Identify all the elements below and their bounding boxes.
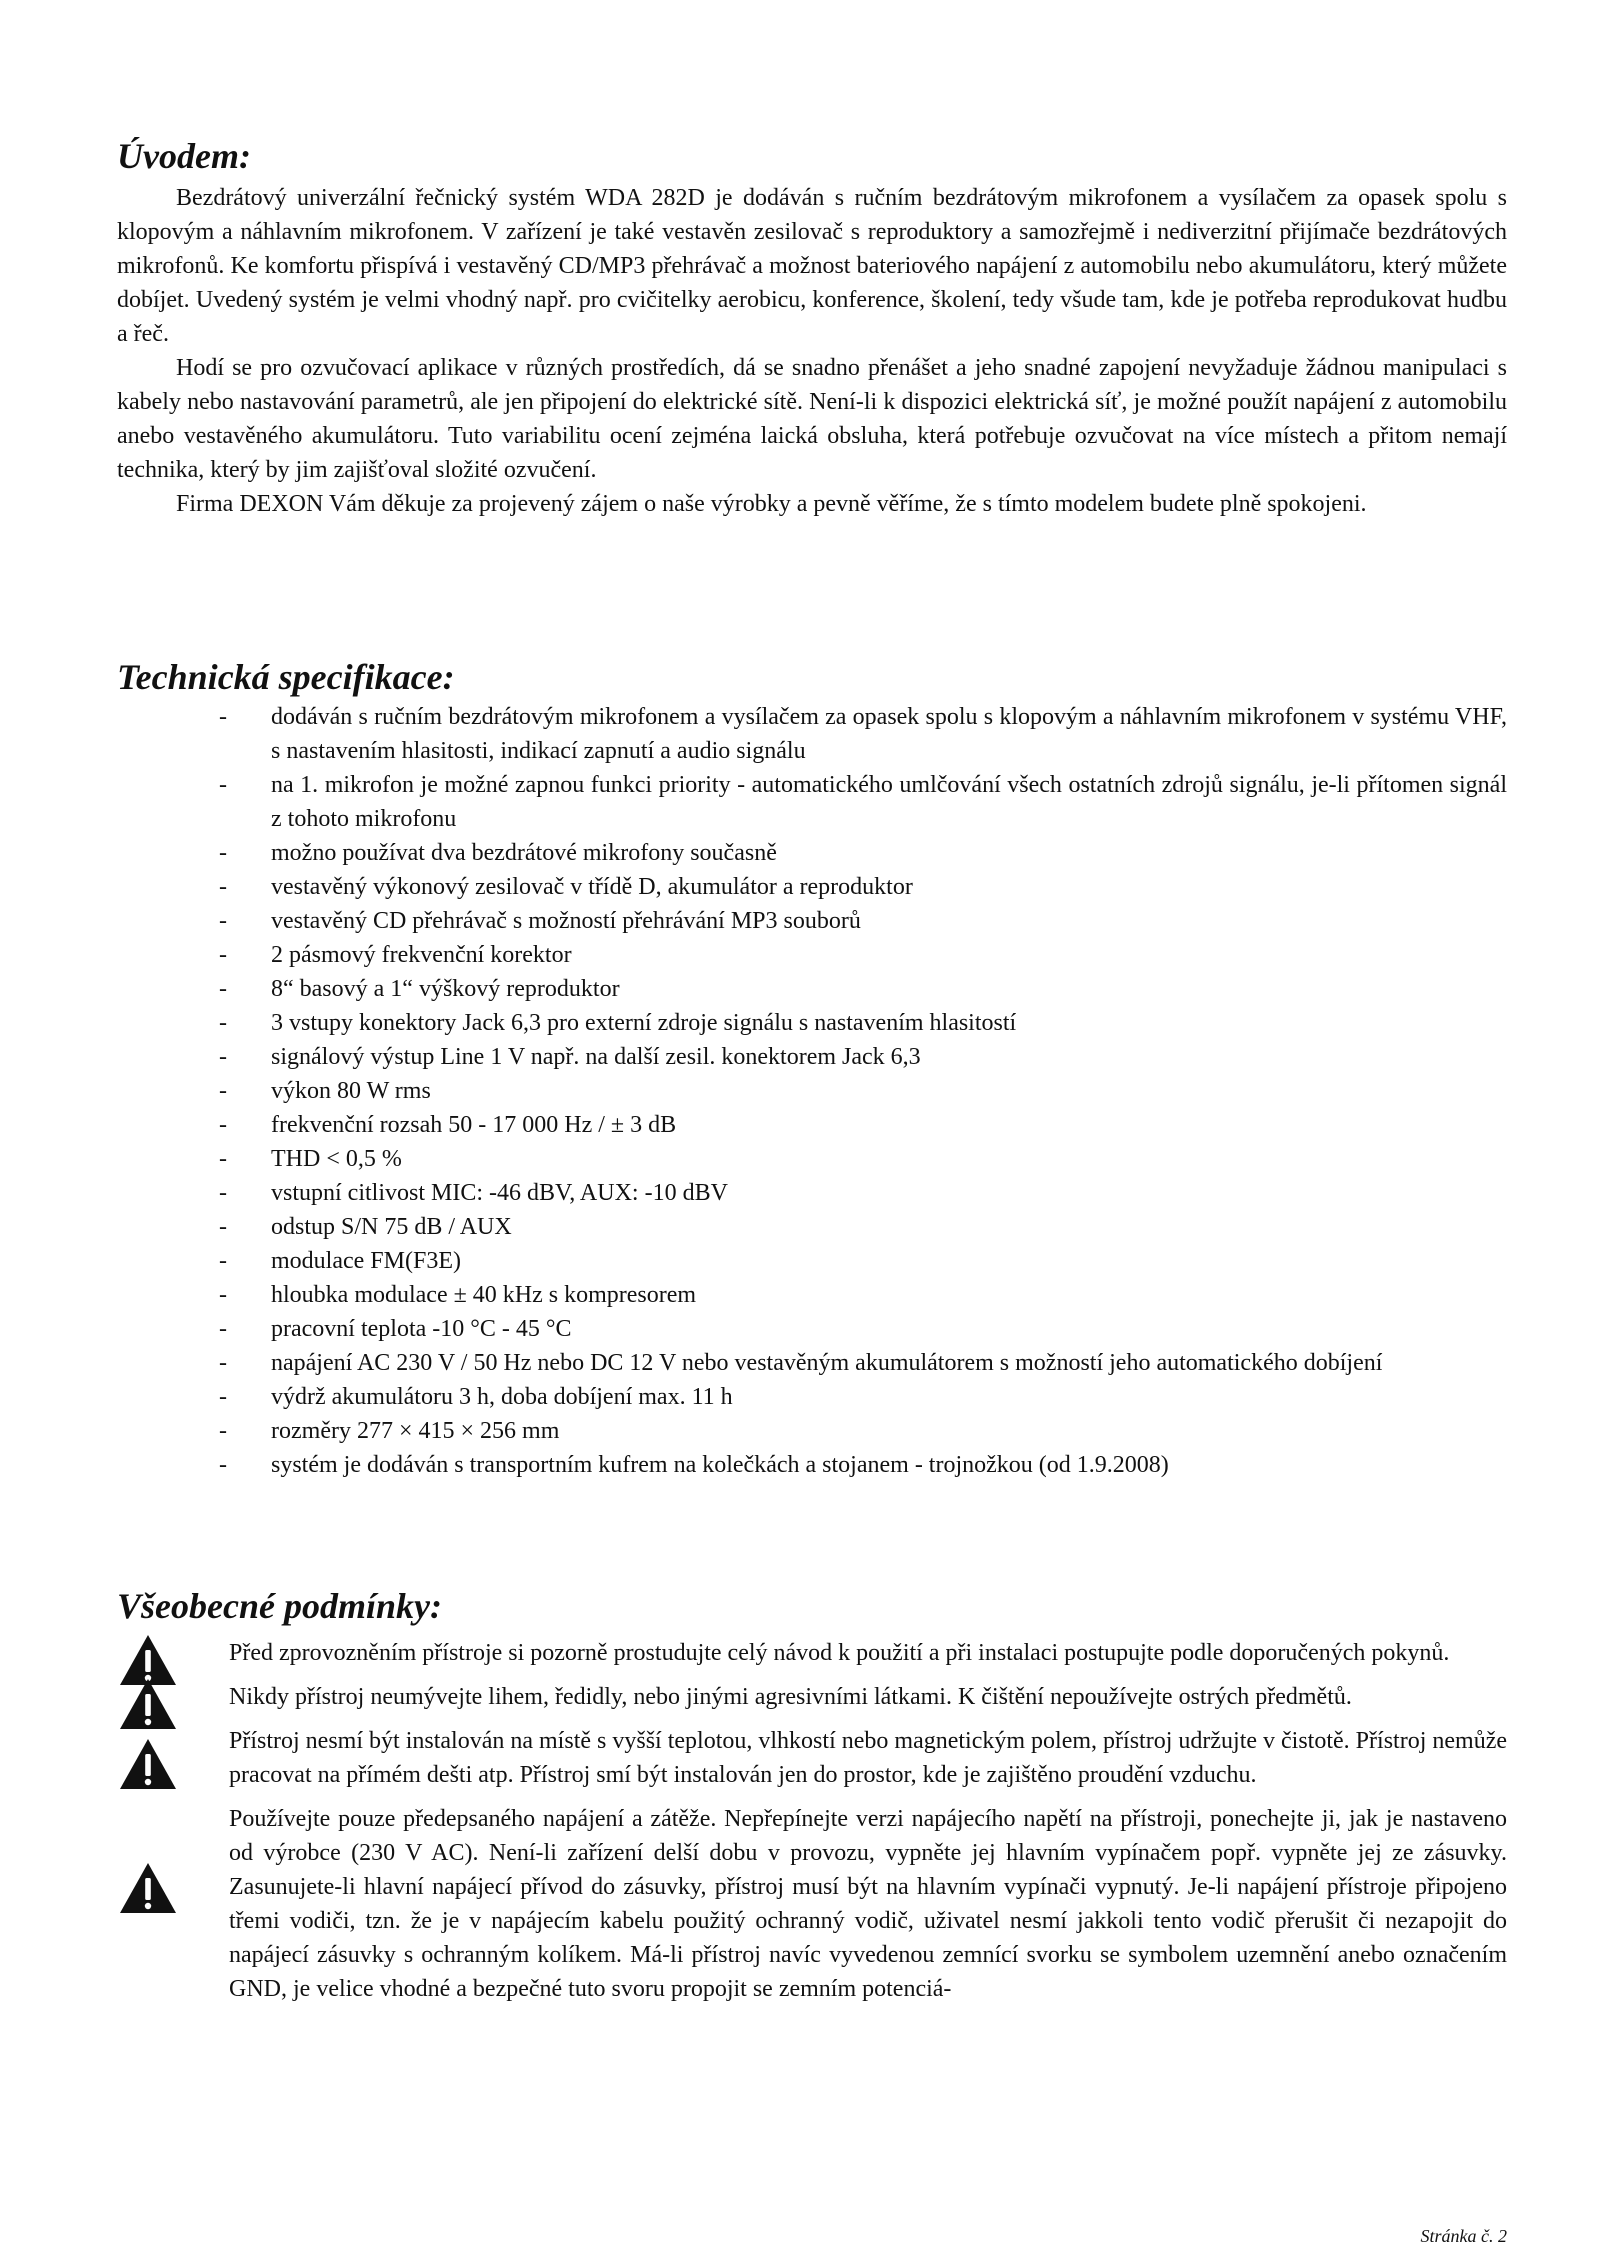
warning-text: Přístroj nesmí být instalován na místě s vyšší teplotou, vlhkostí nebo magnetickým polem, přístroj udržujte v čistotě. Přístroj nemůže pracovat na přímém dešti atp. Přístroj smí být instalován jen do prostor, kde je zajištěno proudění vzduchu. (229, 1728, 1507, 1788)
spec-list-item (219, 836, 1507, 870)
list-dash: - (219, 704, 227, 730)
spec-list-item (219, 972, 1507, 1006)
spec-list-item (219, 938, 1507, 972)
list-dash: - (219, 772, 227, 798)
spec-item-text: THD < 0,5 % (271, 1146, 402, 1172)
spec-list-item (219, 1176, 1507, 1210)
spec-item-text: signálový výstup Line 1 V např. na další zesil. konektorem Jack 6,3 (271, 1044, 921, 1070)
section-heading-spec: Technická specifikace: (117, 657, 455, 697)
spec-list-item (219, 1108, 1507, 1142)
list-dash: - (219, 1112, 227, 1138)
page-number: Stránka č. 2 (1420, 2226, 1507, 2246)
warning-text: Před zprovozněním přístroje si pozorně prostudujte celý návod k použití a při instalaci postupujte podle doporučených pokynů. (229, 1640, 1450, 1666)
spec-item-text: modulace FM(F3E) (271, 1248, 461, 1274)
spec-item-text: odstup S/N 75 dB / AUX (271, 1214, 512, 1240)
list-dash: - (219, 1452, 227, 1478)
list-dash: - (219, 1248, 227, 1274)
warnings-list (117, 1636, 1507, 2016)
spec-item-text: vestavěný výkonový zesilovač v třídě D, akumulátor a reproduktor (271, 874, 913, 900)
list-dash: - (219, 942, 227, 968)
list-dash: - (219, 1384, 227, 1410)
list-dash: - (219, 1350, 227, 1376)
warning-triangle-icon (119, 1678, 177, 1730)
intro-text (117, 181, 1507, 521)
spec-item-text: na 1. mikrofon je možné zapnou funkci priority - automatického umlčování všech ostatních zdrojů signálu, je-li přítomen signál z tohoto mikrofonu (271, 772, 1507, 832)
spec-list-item (219, 1040, 1507, 1074)
spec-item-text: systém je dodáván s transportním kufrem na kolečkách a stojanem - trojnožkou (od 1.9.2008) (271, 1452, 1169, 1478)
section-heading-general: Všeobecné podmínky: (117, 1586, 442, 1626)
spec-list (219, 700, 1507, 1482)
warning-text: Používejte pouze předepsaného napájení a zátěže. Nepřepínejte verzi napájecího napětí na přístroji, ponechejte ji, jak je nastaveno od výrobce (230 V AC). Není-li zařízení delší dobu v provozu, vypněte jej hlavním vypínačem popř. vypněte jej ze zásuvky. Zasunujete-li hlavní napájecí přívod do zásuvky, přístroj musí být na hlavním vypínači vypnutý. Je-li napájení přístroje připojeno třemi vodiči, tzn. že je v napájecím kabelu použitý ochranný vodič, uživatel nesmí jakkoli tento vodič přerušit či nezapojit do napájecí zásuvky s ochranným kolíkem. Má-li přístroj navíc vyvedenou zemnící svorku se symbolem uzemnění anebo označením GND, je velice vhodné a bezpečné tuto svoru propojit se zemním potenciá- (229, 1806, 1507, 2002)
spec-list-item (219, 1448, 1507, 1482)
document-page (117, 0, 1507, 2264)
list-dash: - (219, 874, 227, 900)
list-dash: - (219, 840, 227, 866)
spec-list-item (219, 1006, 1507, 1040)
spec-item-text: pracovní teplota -10 °C - 45 °C (271, 1316, 572, 1342)
warning-triangle-icon (119, 1862, 177, 1914)
spec-list-item (219, 768, 1507, 836)
warning-text: Nikdy přístroj neumývejte lihem, ředidly, nebo jinými agresivními látkami. K čištění nepoužívejte ostrých předmětů. (229, 1684, 1352, 1710)
intro-paragraph: Hodí se pro ozvučovací aplikace v různých prostředích, dá se snadno přenášet a jeho snadné zapojení nevyžaduje žádnou manipulaci s kabely nebo nastavování parametrů, ale jen připojení do elektrické sítě. Není-li k dispozici elektrická síť, je možné použít napájení z automobilu anebo vestavěného akumulátoru. Tuto variabilitu ocení zejména laická obsluha, která potřebuje ozvučovat na více místech a přitom nemají technika, který by jim zajišťoval složité ozvučení. (117, 355, 1507, 483)
spec-list-item (219, 700, 1507, 768)
spec-item-text: výkon 80 W rms (271, 1078, 431, 1104)
list-dash: - (219, 1180, 227, 1206)
list-dash: - (219, 1010, 227, 1036)
list-dash: - (219, 1146, 227, 1172)
spec-item-text: dodáván s ručním bezdrátovým mikrofonem a vysílačem za opasek spolu s klopovým a náhlavním mikrofonem v systému VHF, s nastavením hlasitosti, indikací zapnutí a audio signálu (271, 704, 1507, 764)
spec-item-text: frekvenční rozsah 50 - 17 000 Hz / ± 3 dB (271, 1112, 677, 1138)
list-dash: - (219, 1282, 227, 1308)
intro-paragraph: Bezdrátový univerzální řečnický systém WDA 282D je dodáván s ručním bezdrátovým mikrofonem a vysílačem za opasek spolu s klopovým a náhlavním mikrofonem. V zařízení je také vestavěn zesilovač s reproduktory a samozřejmě i nediverzitní přijímače bezdrátových mikrofonů. Ke komfortu přispívá i vestavěný CD/MP3 přehrávač a možnost bateriového napájení z automobilu nebo akumulátoru, který můžete dobíjet. Uvedený systém je velmi vhodný např. pro cvičitelky aerobicu, konference, školení, tedy všude tam, kde je potřeba reprodukovat hudbu a řeč. (117, 185, 1507, 347)
spec-list-item (219, 1380, 1507, 1414)
intro-paragraph: Firma DEXON Vám děkuje za projevený zájem o naše výrobky a pevně věříme, že s tímto modelem budete plně spokojeni. (176, 491, 1367, 517)
spec-item-text: možno používat dva bezdrátové mikrofony současně (271, 840, 777, 866)
spec-list-item (219, 1074, 1507, 1108)
warning-item (117, 1680, 1507, 1714)
spec-list-item (219, 904, 1507, 938)
warning-item (117, 1724, 1507, 1792)
spec-list-item (219, 1312, 1507, 1346)
section-heading-intro: Úvodem: (117, 136, 251, 176)
spec-item-text: rozměry 277 × 415 × 256 mm (271, 1418, 560, 1444)
spec-list-item (219, 1346, 1507, 1380)
list-dash: - (219, 1316, 227, 1342)
list-dash: - (219, 1214, 227, 1240)
list-dash: - (219, 1078, 227, 1104)
warning-triangle-icon (119, 1738, 177, 1790)
spec-item-text: vstupní citlivost MIC: -46 dBV, AUX: -10 dBV (271, 1180, 728, 1206)
spec-list-item (219, 1142, 1507, 1176)
warning-item (117, 1636, 1507, 1670)
list-dash: - (219, 1044, 227, 1070)
spec-list-item (219, 1210, 1507, 1244)
spec-list-item (219, 1414, 1507, 1448)
spec-list-item (219, 1278, 1507, 1312)
spec-item-text: 8“ basový a 1“ výškový reproduktor (271, 976, 620, 1002)
spec-list-item (219, 870, 1507, 904)
spec-list-item (219, 1244, 1507, 1278)
spec-item-text: 2 pásmový frekvenční korektor (271, 942, 572, 968)
spec-item-text: vestavěný CD přehrávač s možností přehrávání MP3 souborů (271, 908, 861, 934)
list-dash: - (219, 908, 227, 934)
spec-item-text: hloubka modulace ± 40 kHz s kompresorem (271, 1282, 697, 1308)
spec-item-text: 3 vstupy konektory Jack 6,3 pro externí zdroje signálu s nastavením hlasitostí (271, 1010, 1017, 1036)
list-dash: - (219, 1418, 227, 1444)
list-dash: - (219, 976, 227, 1002)
spec-item-text: výdrž akumulátoru 3 h, doba dobíjení max. 11 h (271, 1384, 733, 1410)
spec-item-text: napájení AC 230 V / 50 Hz nebo DC 12 V nebo vestavěným akumulátorem s možností jeho automatického dobíjení (271, 1350, 1383, 1376)
warning-item (117, 1802, 1507, 2006)
